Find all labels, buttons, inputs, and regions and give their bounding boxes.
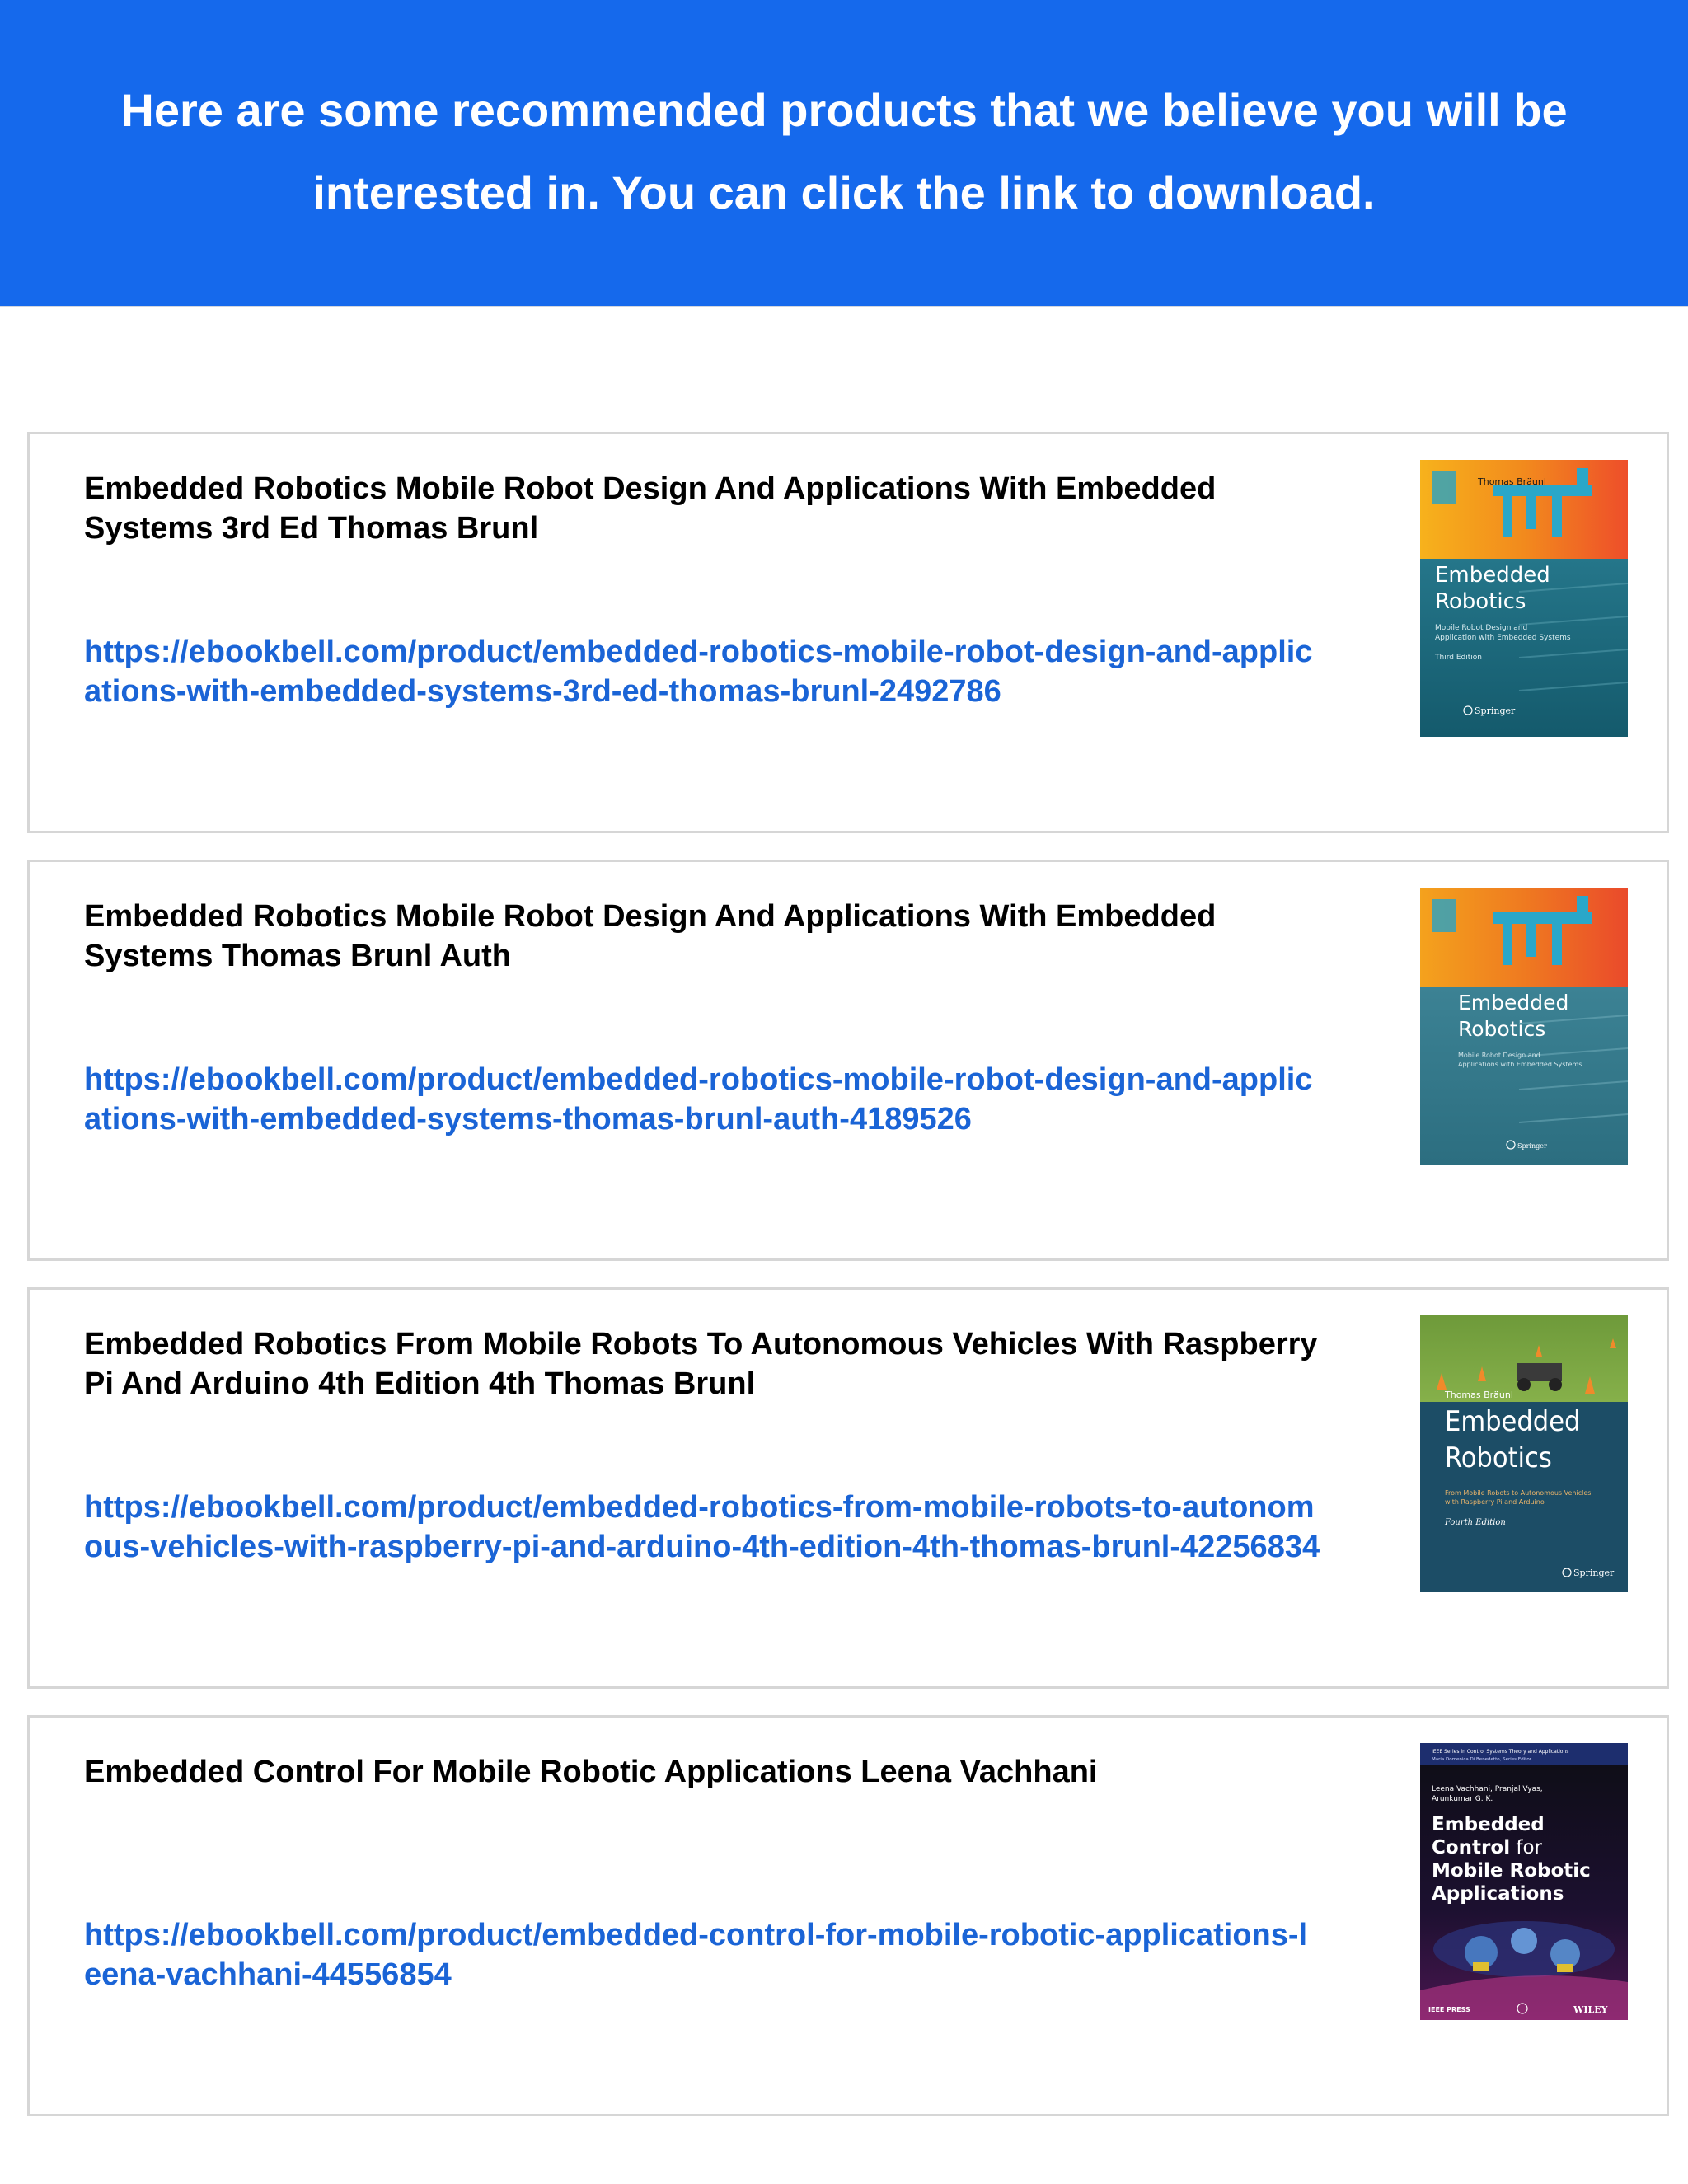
cover-subtitle-line: with Raspberry Pi and Arduino [1445,1498,1545,1506]
cover-title-line: Embedded [1458,991,1569,1015]
book-cover-image [1420,460,1628,737]
cover-publisher: WILEY [1573,2004,1608,2015]
cover-author: Thomas Bräunl [1445,1390,1513,1400]
cover-edition: Third Edition [1435,654,1482,662]
header-banner [0,0,1688,307]
cover-series: IEEE Series in Control Systems Theory and Applications [1432,1749,1569,1755]
cover-title-word: Control [1432,1837,1511,1858]
cover-authors: Arunkumar G. K. [1432,1795,1493,1803]
product-title: Embedded Robotics Mobile Robot Design And Applications With Embedded Systems Thomas Brunl Auth [84,899,1217,973]
cover-title-line: Robotics [1435,589,1526,614]
cover-title-line: Embedded [1432,1814,1545,1835]
banner-message: Here are some recommended products that we believe you will be interested in. You can click the link to download. [120,83,1568,218]
cover-subtitle-line: Mobile Robot Design and [1435,624,1528,632]
product-title: Embedded Robotics Mobile Robot Design And Applications With Embedded Systems 3rd Ed Thomas Brunl [84,471,1217,546]
cover-edition: Fourth Edition [1445,1518,1506,1527]
cover-subtitle-line: From Mobile Robots to Autonomous Vehicles [1445,1489,1592,1497]
book-cover-image [1420,1315,1628,1592]
cover-title-line: Applications [1432,1883,1564,1905]
product-card [27,1287,1669,1689]
cover-subtitle-line: Applications with Embedded Systems [1458,1061,1582,1068]
cover-title-line [1432,1837,1543,1858]
product-link[interactable]: https://ebookbell.com/product/embedded-robotics-mobile-robot-design-and-applications-with-embedded-systems-thomas-brunl-auth-4189526 [84,1062,1313,1137]
product-link[interactable]: https://ebookbell.com/product/embedded-control-for-mobile-robotic-applications-leena-vachhani-44556854 [84,1918,1308,1992]
cover-publisher: Springer [1573,1568,1615,1578]
book-cover-image [1420,1743,1628,2020]
cover-author: Thomas Bräunl [1478,476,1546,487]
cover-title-line: Embedded [1435,563,1550,588]
product-card [27,1715,1669,2116]
cover-title-line: Embedded [1445,1405,1581,1438]
cover-publisher: Springer [1475,705,1516,716]
product-card [27,432,1669,833]
cover-imprint: IEEE PRESS [1428,2006,1470,2013]
product-link[interactable]: https://ebookbell.com/product/embedded-robotics-from-mobile-robots-to-autonomous-vehicles-with-raspberry-pi-and-arduino-4th-edition-4th-thomas-brunl-42256834 [84,1490,1320,1564]
cover-title-line: Mobile Robotic [1432,1860,1591,1882]
cover-subtitle-line: Mobile Robot Design and [1458,1052,1540,1059]
cover-subtitle-line: Application with Embedded Systems [1435,634,1571,642]
product-title: Embedded Robotics From Mobile Robots To Autonomous Vehicles With Raspberry Pi And Arduino 4th Edition 4th Thomas Brunl [84,1327,1318,1401]
book-cover-image [1420,888,1628,1165]
cover-title-word: for [1510,1837,1543,1858]
product-title: Embedded Control For Mobile Robotic Applications Leena Vachhani [84,1755,1098,1789]
cover-title-line: Robotics [1458,1017,1546,1041]
cover-title-line: Robotics [1445,1441,1552,1474]
product-link[interactable]: https://ebookbell.com/product/embedded-robotics-mobile-robot-design-and-applications-with-embedded-systems-3rd-ed-thomas-brunl-2492786 [84,635,1313,709]
cover-publisher: Springer [1517,1142,1547,1150]
cover-editors: Maria Domenica Di Benedetto, Series Editor [1432,1757,1532,1762]
product-card [27,860,1669,1261]
cover-authors: Leena Vachhani, Pranjal Vyas, [1432,1785,1543,1793]
